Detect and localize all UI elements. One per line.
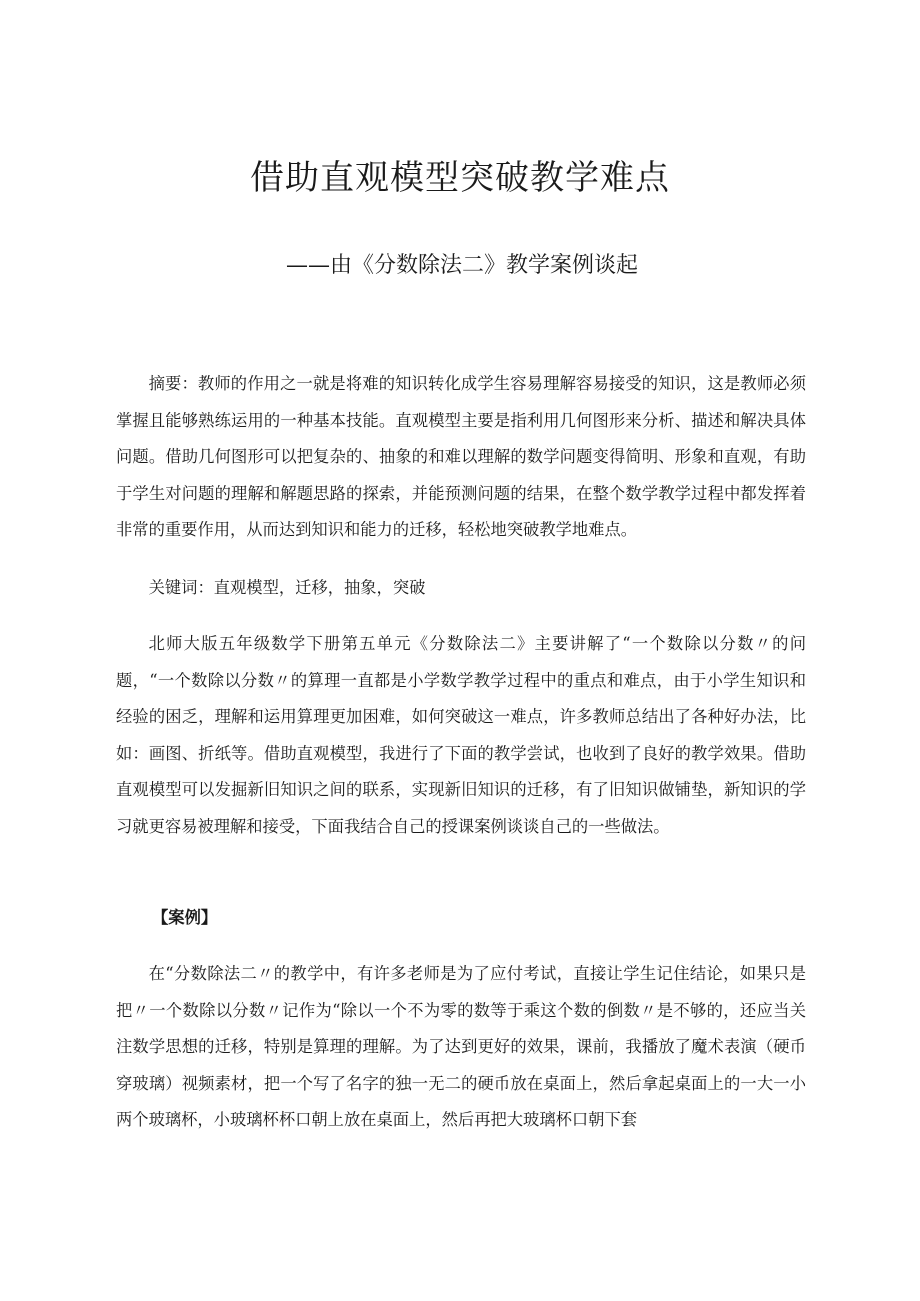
document-subtitle: ——由《分数除法二》教学案例谈起	[285, 253, 638, 278]
case-paragraph: 在“分数除法二〃的教学中，有许多老师是为了应付考试，直接让学生记住结论，如果只是把〃一个数除以分数〃记作为“除以一个不为零的数等于乘这个数的倒数〃是不够的，还应当关注数学思想的迁移，特别是算理的理解。为了达到更好的效果，课前，我播放了魔术表演（硬币穿玻璃）视频素材，把一个写了名字的独一无二的硬币放在桌面上，然后拿起桌面上的一大一小两个玻璃杯，小玻璃杯杯口朝上放在桌面上，然后再把大玻璃杯口朝下套	[116, 964, 806, 1129]
document-title: 借助直观模型突破教学难点	[250, 158, 670, 198]
case-heading: 【案例】	[152, 908, 218, 927]
keywords-paragraph: 关键词：直观模型，迁移，抽象，突破	[148, 578, 426, 597]
abstract-paragraph: 摘要：教师的作用之一就是将难的知识转化成学生容易理解容易接受的知识，这是教师必须掌握且能够熟练运用的一种基本技能。直观模型主要是指利用几何图形来分析、描述和解决具体问题。借助几何图形可以把复杂的、抽象的和难以理解的数学问题变得简明、形象和直观，有助于学生对问题的理解和解题思路的探索，并能预测问题的结果，在整个数学教学过程中都发挥着非常的重要作用，从而达到知识和能力的迁移，轻松地突破教学地难点。	[116, 374, 806, 539]
intro-paragraph: 北师大版五年级数学下册第五单元《分数除法二》主要讲解了“一个数除以分数〃的问题，“一个数除以分数〃的算理一直都是小学数学教学过程中的重点和难点，由于小学生知识和经验的困乏，理解和运用算理更加困难，如何突破这一难点，许多教师总结出了各种好办法，比如：画图、折纸等。借助直观模型，我进行了下面的教学尝试，也收到了良好的教学效果。借助直观模型可以发掘新旧知识之间的联系，实现新旧知识的迁移，有了旧知识做铺垫，新知识的学习就更容易被理解和接受，下面我结合自己的授课案例谈谈自己的一些做法。	[116, 634, 806, 836]
